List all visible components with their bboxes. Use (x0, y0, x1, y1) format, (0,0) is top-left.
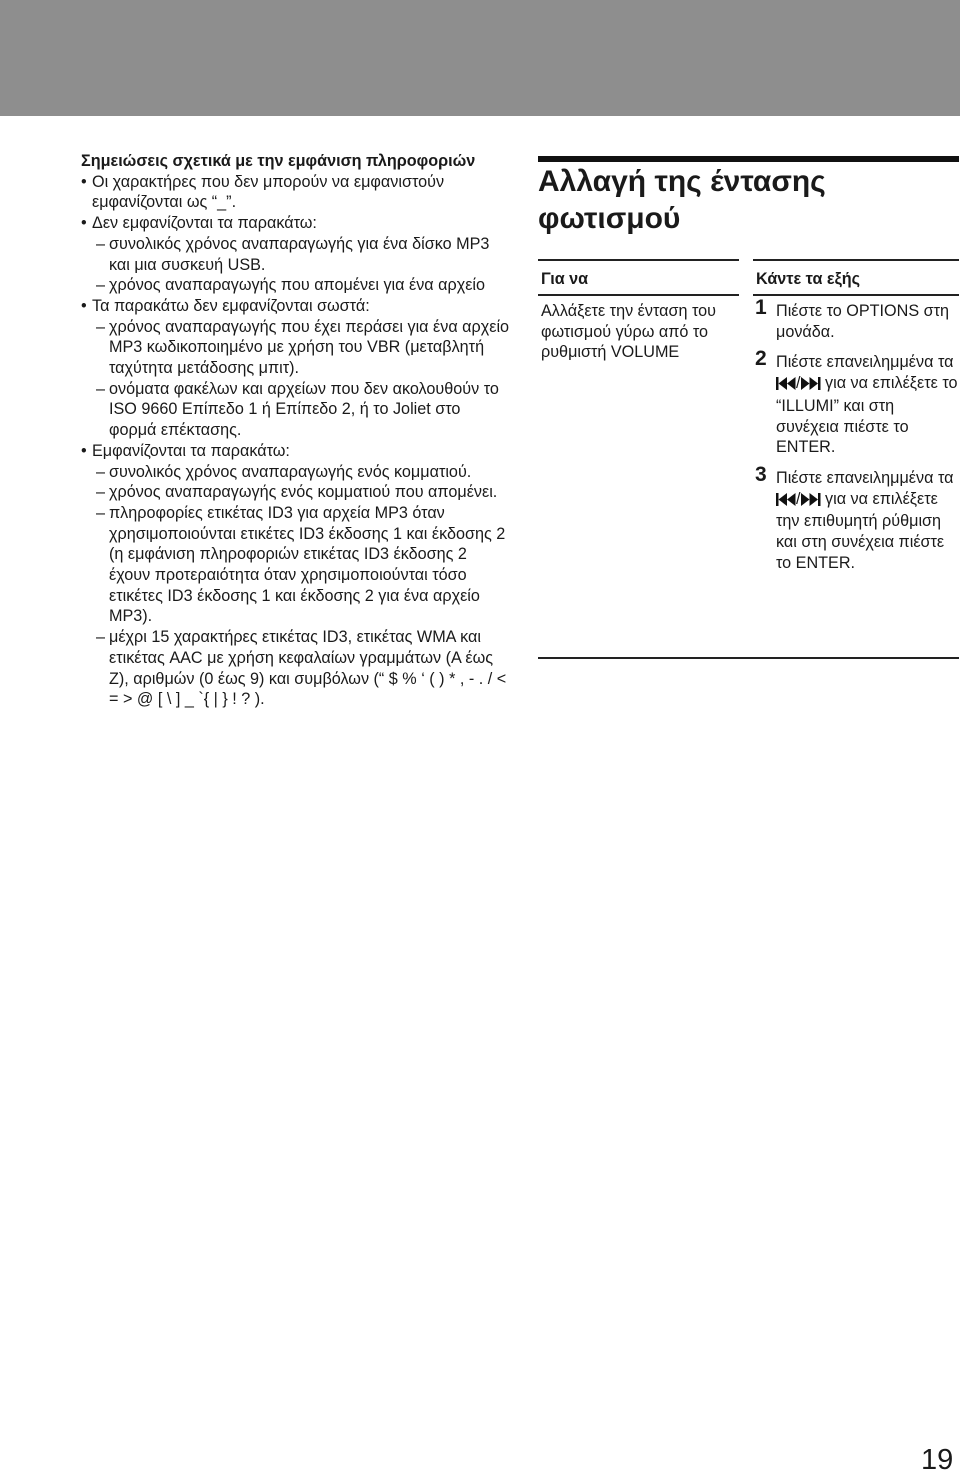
sub-item-text: πληροφορίες ετικέτας ID3 για αρχεία MP3 όταν χρησιμοποιούνται ετικέτες ID3 έκδοσης 1 και έκδοσης 2 (η εμφάνιση πληροφοριών ετικέτας ID3 έκδοσης 2 έχουν προτεραιότητα όταν χρησιμοποιούνται τόσο ετικέτες ID3 έκδοσης 1 και έκδοσης 2 για ένα αρχείο MP3). (109, 503, 506, 626)
section-title: Αλλαγή της έντασης φωτισμού (538, 165, 826, 235)
dash-icon: – (96, 234, 106, 253)
sub-item (81, 234, 511, 275)
step-text-continued: για να επιλέξετε την επιθυμητή ρύθμιση και στη συνέχεια πιέστε το ENTER. (776, 489, 945, 572)
dash-icon: – (96, 379, 106, 398)
step-text: Πιέστε το OPTIONS στη μονάδα. (776, 302, 950, 341)
table-top-rule-left (538, 259, 739, 261)
sub-item (81, 379, 511, 441)
bullet-icon: • (81, 441, 87, 460)
sub-item (81, 503, 511, 627)
dash-icon: – (96, 483, 106, 502)
step-number: 2 (755, 347, 767, 371)
next-track-icon (801, 491, 821, 512)
dash-icon: – (96, 317, 106, 336)
sub-item-text: χρόνος αναπαραγωγής ενός κομματιού που απομένει. (109, 483, 498, 502)
next-track-icon (801, 375, 821, 396)
sub-item (81, 275, 511, 296)
sub-item-text: χρόνος αναπαραγωγής που έχει περάσει για ένα αρχείο MP3 κωδικοποιημένο με χρήση του VBR (μεταβλητή ταχύτητα μετάδοσης μπιτ). (109, 317, 510, 378)
bullet-text: Εμφανίζονται τα παρακάτω: (92, 441, 290, 460)
table-bottom-rule (538, 657, 959, 659)
step-text-continued: για να επιλέξετε το “ILLUMI” και στη συνέχεια πιέστε το ENTER. (776, 374, 958, 457)
sub-item (81, 627, 511, 710)
bullet-text: Οι χαρακτήρες που δεν μπορούν να εμφανιστούν εμφανίζονται ως “_”. (92, 172, 445, 212)
column-header-goal: Για να (541, 270, 589, 288)
bullet-item (81, 213, 511, 234)
previous-track-icon (776, 491, 796, 512)
sub-item (81, 482, 511, 503)
step-item: 3 Πιέστε επανειλημμένα τα / για να επιλέξετε την επιθυμητή ρύθμιση και στη συνέχεια πιέστε το ENTER. (755, 462, 954, 572)
header-rule-left (538, 294, 739, 296)
step-item: 2 Πιέστε επανειλημμένα τα / για να επιλέξετε το “ILLUMI” και στη συνέχεια πιέστε το ENTER. (755, 347, 958, 457)
bullet-item (81, 172, 511, 213)
bullet-item (81, 296, 511, 317)
column-header-action: Κάντε τα εξής (756, 270, 861, 288)
header-band (0, 0, 960, 116)
bullet-text: Δεν εμφανίζονται τα παρακάτω: (92, 214, 317, 233)
notes-section (81, 151, 511, 710)
step-text: Πιέστε επανειλημμένα τα (776, 468, 954, 487)
step-number: 1 (755, 296, 767, 319)
bullet-item (81, 441, 511, 462)
sub-item-text: συνολικός χρόνος αναπαραγωγής για ένα δίσκο MP3 και μια συσκευή USB. (109, 234, 490, 274)
previous-track-icon (776, 375, 796, 396)
bullet-text: Τα παρακάτω δεν εμφανίζονται σωστά: (92, 296, 370, 315)
heading-rule (538, 156, 959, 162)
bullet-icon: • (81, 172, 87, 191)
sub-item-text: χρόνος αναπαραγωγής που απομένει για ένα αρχείο (109, 276, 486, 295)
sub-item (81, 317, 511, 379)
steps-list (753, 296, 958, 583)
step-text: Πιέστε επανειλημμένα τα (776, 353, 954, 372)
sub-item-text: συνολικός χρόνος αναπαραγωγής ενός κομματιού. (109, 462, 472, 481)
sub-item-text: ονόματα φακέλων και αρχείων που δεν ακολουθούν το ISO 9660 Επίπεδο 1 ή Επίπεδο 2, ή το Joliet στο φορμά επέκτασης. (109, 379, 499, 440)
bullet-icon: • (81, 214, 87, 233)
dash-icon: – (96, 276, 106, 295)
step-item (753, 296, 958, 342)
bullet-icon: • (81, 296, 87, 315)
header-rule-right (753, 294, 959, 296)
step-number: 3 (755, 462, 767, 486)
page-number: 19 (921, 1444, 954, 1476)
notes-title: Σημειώσεις σχετικά με την εμφάνιση πληροφοριών (81, 152, 476, 170)
goal-cell: Αλλάξετε την ένταση του φωτισμού γύρω από το ρυθμιστή VOLUME (541, 302, 717, 362)
table-top-rule-right (753, 259, 959, 261)
dash-icon: – (96, 628, 106, 647)
dash-icon: – (96, 503, 106, 522)
sub-item-text: μέχρι 15 χαρακτήρες ετικέτας ID3, ετικέτας WMA και ετικέτας AAC με χρήση κεφαλαίων γραμμάτων (A έως Z), αριθμών (0 έως 9) και συμβόλων (“ $ % ‘ ( ) * , - . / < = > @ [ \ ] _ `{ | } ! ? ). (109, 628, 507, 709)
sub-item (81, 462, 511, 483)
dash-icon: – (96, 462, 106, 481)
